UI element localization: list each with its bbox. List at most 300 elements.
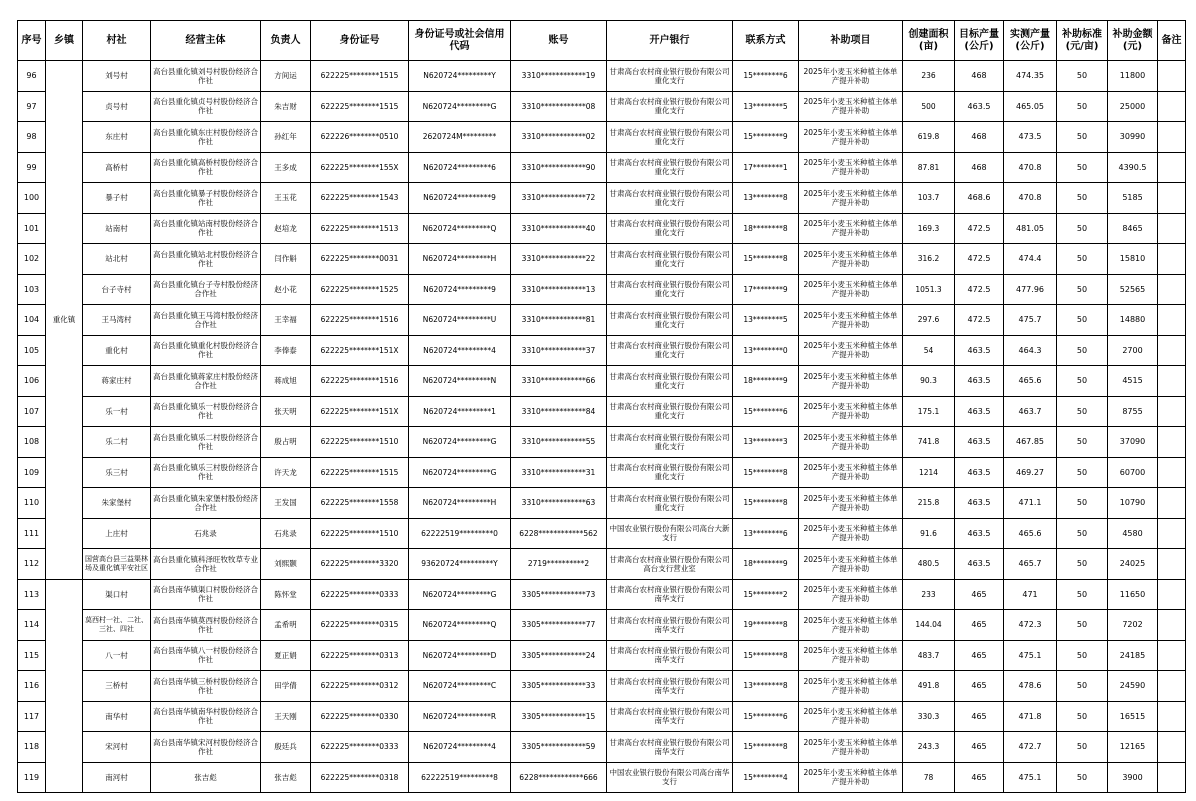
measured-yield-cell: 475.1 xyxy=(1004,640,1057,671)
phone-cell: 15********9 xyxy=(733,122,799,153)
bank-cell: 甘肃高台农村商业银行股份有限公司重化支行 xyxy=(607,91,733,122)
project-cell: 2025年小麦玉米种植主体单产提升补助 xyxy=(799,396,903,427)
measured-yield-cell: 470.8 xyxy=(1004,152,1057,183)
standard-cell: 50 xyxy=(1057,213,1108,244)
id-number-cell: 622225********0031 xyxy=(311,244,409,275)
target-yield-cell: 465 xyxy=(955,762,1004,793)
id-number-cell: 622225********1515 xyxy=(311,91,409,122)
entity-cell: 高台县重化镇朱家堡村股份经济合作社 xyxy=(151,488,261,519)
id-number-cell: 622225********1515 xyxy=(311,457,409,488)
credit-code-cell: 62222519*********8 xyxy=(409,762,511,793)
area-cell: 233 xyxy=(903,579,955,610)
amount-cell: 8465 xyxy=(1108,213,1158,244)
measured-yield-cell: 467.85 xyxy=(1004,427,1057,458)
credit-code-cell: N620724*********G xyxy=(409,457,511,488)
id-number-cell: 622225********1515 xyxy=(311,61,409,92)
account-cell: 3305************33 xyxy=(511,671,607,702)
project-cell: 2025年小麦玉米种植主体单产提升补助 xyxy=(799,518,903,549)
credit-code-cell: N620724*********4 xyxy=(409,732,511,763)
amount-cell: 3900 xyxy=(1108,762,1158,793)
standard-cell: 50 xyxy=(1057,274,1108,305)
remark-cell xyxy=(1158,274,1186,305)
person-cell: 刘熙颢 xyxy=(261,549,311,580)
amount-cell: 4580 xyxy=(1108,518,1158,549)
target-yield-cell: 463.5 xyxy=(955,457,1004,488)
area-cell: 215.8 xyxy=(903,488,955,519)
id-number-cell: 622226********0510 xyxy=(311,122,409,153)
credit-code-cell: N620724*********9 xyxy=(409,183,511,214)
target-yield-cell: 463.5 xyxy=(955,518,1004,549)
phone-cell: 13********5 xyxy=(733,305,799,336)
credit-code-cell: N620724*********G xyxy=(409,427,511,458)
phone-cell: 13********5 xyxy=(733,91,799,122)
project-cell: 2025年小麦玉米种植主体单产提升补助 xyxy=(799,579,903,610)
entity-cell: 高台县重化镇乐一村股份经济合作社 xyxy=(151,396,261,427)
credit-code-cell: N620724*********C xyxy=(409,671,511,702)
bank-cell: 甘肃高台农村商业银行股份有限公司南华支行 xyxy=(607,732,733,763)
remark-cell xyxy=(1158,610,1186,641)
table-row xyxy=(18,427,1186,458)
standard-cell: 50 xyxy=(1057,518,1108,549)
phone-cell: 18********9 xyxy=(733,549,799,580)
amount-cell: 12165 xyxy=(1108,732,1158,763)
area-cell: 90.3 xyxy=(903,366,955,397)
id-number-cell: 622225********1516 xyxy=(311,366,409,397)
id-number-cell: 622225********0312 xyxy=(311,671,409,702)
village-cell: 乐二村 xyxy=(83,427,151,458)
amount-cell: 30990 xyxy=(1108,122,1158,153)
standard-cell: 50 xyxy=(1057,579,1108,610)
row-number-cell: 118 xyxy=(18,732,46,763)
area-cell: 78 xyxy=(903,762,955,793)
phone-cell: 19********8 xyxy=(733,610,799,641)
column-header: 补助项目 xyxy=(799,21,903,61)
bank-cell: 甘肃高台农村商业银行股份有限公司重化支行 xyxy=(607,183,733,214)
town-cell: 重化镇 xyxy=(46,61,83,580)
target-yield-cell: 463.5 xyxy=(955,427,1004,458)
id-number-cell: 622225********155X xyxy=(311,152,409,183)
person-cell: 孟希明 xyxy=(261,610,311,641)
id-number-cell: 622225********151X xyxy=(311,396,409,427)
area-cell: 236 xyxy=(903,61,955,92)
measured-yield-cell: 478.6 xyxy=(1004,671,1057,702)
row-number-cell: 107 xyxy=(18,396,46,427)
standard-cell: 50 xyxy=(1057,396,1108,427)
id-number-cell: 622225********3320 xyxy=(311,549,409,580)
bank-cell: 甘肃高台农村商业银行股份有限公司重化支行 xyxy=(607,457,733,488)
measured-yield-cell: 465.6 xyxy=(1004,518,1057,549)
remark-cell xyxy=(1158,488,1186,519)
village-cell: 站南村 xyxy=(83,213,151,244)
column-header: 实测产量(公斤) xyxy=(1004,21,1057,61)
measured-yield-cell: 475.7 xyxy=(1004,305,1057,336)
project-cell: 2025年小麦玉米种植主体单产提升补助 xyxy=(799,305,903,336)
bank-cell: 中国农业银行股份有限公司高台南华支行 xyxy=(607,762,733,793)
measured-yield-cell: 471.8 xyxy=(1004,701,1057,732)
area-cell: 243.3 xyxy=(903,732,955,763)
standard-cell: 50 xyxy=(1057,457,1108,488)
target-yield-cell: 465 xyxy=(955,610,1004,641)
measured-yield-cell: 474.4 xyxy=(1004,244,1057,275)
bank-cell: 甘肃高台农村商业银行股份有限公司重化支行 xyxy=(607,213,733,244)
entity-cell: 高台县重化镇高桥村股份经济合作社 xyxy=(151,152,261,183)
standard-cell: 50 xyxy=(1057,427,1108,458)
bank-cell: 甘肃高台农村商业银行股份有限公司高台支行营业室 xyxy=(607,549,733,580)
entity-cell: 高台县南华镇八一村股份经济合作社 xyxy=(151,640,261,671)
remark-cell xyxy=(1158,152,1186,183)
amount-cell: 52565 xyxy=(1108,274,1158,305)
village-cell: 重化村 xyxy=(83,335,151,366)
village-cell: 乐一村 xyxy=(83,396,151,427)
person-cell: 殷廷兵 xyxy=(261,732,311,763)
row-number-cell: 111 xyxy=(18,518,46,549)
table-row xyxy=(18,305,1186,336)
remark-cell xyxy=(1158,183,1186,214)
phone-cell: 15********2 xyxy=(733,579,799,610)
phone-cell: 13********8 xyxy=(733,183,799,214)
account-cell: 6228************562 xyxy=(511,518,607,549)
table-row xyxy=(18,579,1186,610)
amount-cell: 8755 xyxy=(1108,396,1158,427)
remark-cell xyxy=(1158,122,1186,153)
area-cell: 91.6 xyxy=(903,518,955,549)
phone-cell: 18********9 xyxy=(733,366,799,397)
remark-cell xyxy=(1158,457,1186,488)
target-yield-cell: 472.5 xyxy=(955,305,1004,336)
table-row xyxy=(18,91,1186,122)
village-cell: 渠口村 xyxy=(83,579,151,610)
entity-cell: 高台县重化镇站南村股份经济合作社 xyxy=(151,213,261,244)
row-number-cell: 115 xyxy=(18,640,46,671)
credit-code-cell: 62222519*********0 xyxy=(409,518,511,549)
phone-cell: 15********6 xyxy=(733,701,799,732)
village-cell: 台子寺村 xyxy=(83,274,151,305)
standard-cell: 50 xyxy=(1057,366,1108,397)
standard-cell: 50 xyxy=(1057,244,1108,275)
row-number-cell: 100 xyxy=(18,183,46,214)
table-row xyxy=(18,274,1186,305)
credit-code-cell: N620724*********R xyxy=(409,701,511,732)
amount-cell: 7202 xyxy=(1108,610,1158,641)
account-cell: 3310************84 xyxy=(511,396,607,427)
village-cell: 国营高台县三益渠林场及重化镇平安社区 xyxy=(83,549,151,580)
account-cell: 6228************666 xyxy=(511,762,607,793)
account-cell: 3310************37 xyxy=(511,335,607,366)
id-number-cell: 622225********1558 xyxy=(311,488,409,519)
area-cell: 480.5 xyxy=(903,549,955,580)
area-cell: 619.8 xyxy=(903,122,955,153)
column-header: 身份证号或社会信用代码 xyxy=(409,21,511,61)
standard-cell: 50 xyxy=(1057,610,1108,641)
target-yield-cell: 468 xyxy=(955,152,1004,183)
person-cell: 闫作斛 xyxy=(261,244,311,275)
target-yield-cell: 472.5 xyxy=(955,244,1004,275)
column-header: 备注 xyxy=(1158,21,1186,61)
measured-yield-cell: 471 xyxy=(1004,579,1057,610)
area-cell: 483.7 xyxy=(903,640,955,671)
target-yield-cell: 468 xyxy=(955,122,1004,153)
column-header: 补助金额(元) xyxy=(1108,21,1158,61)
area-cell: 54 xyxy=(903,335,955,366)
area-cell: 175.1 xyxy=(903,396,955,427)
measured-yield-cell: 472.7 xyxy=(1004,732,1057,763)
account-cell: 3310************90 xyxy=(511,152,607,183)
amount-cell: 60700 xyxy=(1108,457,1158,488)
bank-cell: 中国农业银行股份有限公司高台大新支行 xyxy=(607,518,733,549)
account-cell: 3310************13 xyxy=(511,274,607,305)
measured-yield-cell: 474.35 xyxy=(1004,61,1057,92)
credit-code-cell: 93620724*********Y xyxy=(409,549,511,580)
table-row xyxy=(18,518,1186,549)
phone-cell: 15********8 xyxy=(733,640,799,671)
person-cell: 蒋成旭 xyxy=(261,366,311,397)
amount-cell: 37090 xyxy=(1108,427,1158,458)
credit-code-cell: 2620724M********* xyxy=(409,122,511,153)
target-yield-cell: 472.5 xyxy=(955,274,1004,305)
standard-cell: 50 xyxy=(1057,335,1108,366)
bank-cell: 甘肃高台农村商业银行股份有限公司重化支行 xyxy=(607,274,733,305)
measured-yield-cell: 463.7 xyxy=(1004,396,1057,427)
bank-cell: 甘肃高台农村商业银行股份有限公司重化支行 xyxy=(607,305,733,336)
entity-cell: 高台县重化镇东庄村股份经济合作社 xyxy=(151,122,261,153)
person-cell: 李俸泰 xyxy=(261,335,311,366)
target-yield-cell: 463.5 xyxy=(955,91,1004,122)
area-cell: 741.8 xyxy=(903,427,955,458)
table-row xyxy=(18,701,1186,732)
account-cell: 3310************72 xyxy=(511,183,607,214)
amount-cell: 14880 xyxy=(1108,305,1158,336)
credit-code-cell: N620724*********G xyxy=(409,91,511,122)
measured-yield-cell: 470.8 xyxy=(1004,183,1057,214)
phone-cell: 15********6 xyxy=(733,396,799,427)
project-cell: 2025年小麦玉米种植主体单产提升补助 xyxy=(799,457,903,488)
credit-code-cell: N620724*********G xyxy=(409,579,511,610)
project-cell: 2025年小麦玉米种植主体单产提升补助 xyxy=(799,61,903,92)
row-number-cell: 104 xyxy=(18,305,46,336)
column-header: 村社 xyxy=(83,21,151,61)
account-cell: 3305************73 xyxy=(511,579,607,610)
measured-yield-cell: 475.1 xyxy=(1004,762,1057,793)
area-cell: 491.8 xyxy=(903,671,955,702)
project-cell: 2025年小麦玉米种植主体单产提升补助 xyxy=(799,488,903,519)
phone-cell: 15********8 xyxy=(733,457,799,488)
entity-cell: 高台县重化镇重化村股份经济合作社 xyxy=(151,335,261,366)
account-cell: 3305************15 xyxy=(511,701,607,732)
target-yield-cell: 463.5 xyxy=(955,488,1004,519)
project-cell: 2025年小麦玉米种植主体单产提升补助 xyxy=(799,610,903,641)
project-cell: 2025年小麦玉米种植主体单产提升补助 xyxy=(799,122,903,153)
entity-cell: 高台县重化镇台子寺村股份经济合作社 xyxy=(151,274,261,305)
row-number-cell: 109 xyxy=(18,457,46,488)
bank-cell: 甘肃高台农村商业银行股份有限公司重化支行 xyxy=(607,396,733,427)
target-yield-cell: 465 xyxy=(955,671,1004,702)
row-number-cell: 114 xyxy=(18,610,46,641)
entity-cell: 高台县重化镇站北村股份经济合作社 xyxy=(151,244,261,275)
bank-cell: 甘肃高台农村商业银行股份有限公司重化支行 xyxy=(607,427,733,458)
standard-cell: 50 xyxy=(1057,732,1108,763)
person-cell: 张吉彪 xyxy=(261,762,311,793)
row-number-cell: 116 xyxy=(18,671,46,702)
account-cell: 3310************55 xyxy=(511,427,607,458)
bank-cell: 甘肃高台农村商业银行股份有限公司南华支行 xyxy=(607,579,733,610)
entity-cell: 高台县重化镇刘号村股份经济合作社 xyxy=(151,61,261,92)
entity-cell: 高台县南华镇三桥村股份经济合作社 xyxy=(151,671,261,702)
person-cell: 夏正娟 xyxy=(261,640,311,671)
phone-cell: 18********8 xyxy=(733,213,799,244)
project-cell: 2025年小麦玉米种植主体单产提升补助 xyxy=(799,366,903,397)
remark-cell xyxy=(1158,579,1186,610)
entity-cell: 高台县南华镇南华村股份经济合作社 xyxy=(151,701,261,732)
project-cell: 2025年小麦玉米种植主体单产提升补助 xyxy=(799,183,903,214)
area-cell: 169.3 xyxy=(903,213,955,244)
id-number-cell: 622225********151X xyxy=(311,335,409,366)
phone-cell: 15********8 xyxy=(733,488,799,519)
account-cell: 3310************19 xyxy=(511,61,607,92)
account-cell: 3310************08 xyxy=(511,91,607,122)
column-header: 身份证号 xyxy=(311,21,409,61)
credit-code-cell: N620724*********N xyxy=(409,366,511,397)
table-row xyxy=(18,183,1186,214)
person-cell: 许天龙 xyxy=(261,457,311,488)
village-cell: 南河村 xyxy=(83,762,151,793)
row-number-cell: 101 xyxy=(18,213,46,244)
standard-cell: 50 xyxy=(1057,61,1108,92)
table-row xyxy=(18,396,1186,427)
phone-cell: 17********1 xyxy=(733,152,799,183)
row-number-cell: 112 xyxy=(18,549,46,580)
area-cell: 330.3 xyxy=(903,701,955,732)
measured-yield-cell: 464.3 xyxy=(1004,335,1057,366)
remark-cell xyxy=(1158,701,1186,732)
remark-cell xyxy=(1158,366,1186,397)
remark-cell xyxy=(1158,549,1186,580)
credit-code-cell: N620724*********Q xyxy=(409,213,511,244)
village-cell: 莫西村一社、二社、三社、四社 xyxy=(83,610,151,641)
account-cell: 3305************77 xyxy=(511,610,607,641)
project-cell: 2025年小麦玉米种植主体单产提升补助 xyxy=(799,549,903,580)
entity-cell: 高台县南华镇宋河村股份经济合作社 xyxy=(151,732,261,763)
entity-cell: 高台县南华镇莫西村股份经济合作社 xyxy=(151,610,261,641)
project-cell: 2025年小麦玉米种植主体单产提升补助 xyxy=(799,762,903,793)
amount-cell: 11650 xyxy=(1108,579,1158,610)
credit-code-cell: N620724*********6 xyxy=(409,152,511,183)
column-header: 负责人 xyxy=(261,21,311,61)
entity-cell: 石兆录 xyxy=(151,518,261,549)
entity-cell: 高台县重化镇贞号村股份经济合作社 xyxy=(151,91,261,122)
remark-cell xyxy=(1158,762,1186,793)
target-yield-cell: 463.5 xyxy=(955,335,1004,366)
entity-cell: 高台县重化镇乐二村股份经济合作社 xyxy=(151,427,261,458)
amount-cell: 10790 xyxy=(1108,488,1158,519)
table-row xyxy=(18,762,1186,793)
row-number-cell: 96 xyxy=(18,61,46,92)
person-cell: 王多成 xyxy=(261,152,311,183)
standard-cell: 50 xyxy=(1057,762,1108,793)
person-cell: 赵培龙 xyxy=(261,213,311,244)
entity-cell: 高台县重化镇王马湾村股份经济合作社 xyxy=(151,305,261,336)
village-cell: 贞号村 xyxy=(83,91,151,122)
amount-cell: 24025 xyxy=(1108,549,1158,580)
bank-cell: 甘肃高台农村商业银行股份有限公司重化支行 xyxy=(607,366,733,397)
row-number-cell: 110 xyxy=(18,488,46,519)
phone-cell: 15********6 xyxy=(733,61,799,92)
target-yield-cell: 468 xyxy=(955,61,1004,92)
village-cell: 刘号村 xyxy=(83,61,151,92)
village-cell: 三桥村 xyxy=(83,671,151,702)
village-cell: 八一村 xyxy=(83,640,151,671)
bank-cell: 甘肃高台农村商业银行股份有限公司重化支行 xyxy=(607,488,733,519)
remark-cell xyxy=(1158,732,1186,763)
id-number-cell: 622225********0313 xyxy=(311,640,409,671)
project-cell: 2025年小麦玉米种植主体单产提升补助 xyxy=(799,91,903,122)
target-yield-cell: 465 xyxy=(955,579,1004,610)
remark-cell xyxy=(1158,671,1186,702)
person-cell: 王天刚 xyxy=(261,701,311,732)
remark-cell xyxy=(1158,427,1186,458)
account-cell: 2719**********2 xyxy=(511,549,607,580)
amount-cell: 25000 xyxy=(1108,91,1158,122)
bank-cell: 甘肃高台农村商业银行股份有限公司重化支行 xyxy=(607,122,733,153)
id-number-cell: 622225********0330 xyxy=(311,701,409,732)
project-cell: 2025年小麦玉米种植主体单产提升补助 xyxy=(799,640,903,671)
credit-code-cell: N620724*********H xyxy=(409,244,511,275)
person-cell: 田学倩 xyxy=(261,671,311,702)
measured-yield-cell: 473.5 xyxy=(1004,122,1057,153)
column-header: 账号 xyxy=(511,21,607,61)
subsidy-table xyxy=(17,20,1186,793)
table-row xyxy=(18,152,1186,183)
row-number-cell: 98 xyxy=(18,122,46,153)
account-cell: 3310************66 xyxy=(511,366,607,397)
bank-cell: 甘肃高台农村商业银行股份有限公司重化支行 xyxy=(607,335,733,366)
header-row xyxy=(18,21,1186,61)
person-cell: 王玉花 xyxy=(261,183,311,214)
standard-cell: 50 xyxy=(1057,488,1108,519)
project-cell: 2025年小麦玉米种植主体单产提升补助 xyxy=(799,274,903,305)
target-yield-cell: 468.6 xyxy=(955,183,1004,214)
row-number-cell: 99 xyxy=(18,152,46,183)
bank-cell: 甘肃高台农村商业银行股份有限公司南华支行 xyxy=(607,610,733,641)
measured-yield-cell: 477.96 xyxy=(1004,274,1057,305)
bank-cell: 甘肃高台农村商业银行股份有限公司重化支行 xyxy=(607,244,733,275)
remark-cell xyxy=(1158,244,1186,275)
target-yield-cell: 465 xyxy=(955,732,1004,763)
amount-cell: 24590 xyxy=(1108,671,1158,702)
amount-cell: 4515 xyxy=(1108,366,1158,397)
village-cell: 高桥村 xyxy=(83,152,151,183)
area-cell: 297.6 xyxy=(903,305,955,336)
entity-cell: 高台县重化镇科泽旺牧牧草专业合作社 xyxy=(151,549,261,580)
subsidy-table-sheet xyxy=(17,20,1186,793)
table-row xyxy=(18,488,1186,519)
phone-cell: 17********9 xyxy=(733,274,799,305)
person-cell: 孙红年 xyxy=(261,122,311,153)
account-cell: 3305************24 xyxy=(511,640,607,671)
town-cell xyxy=(46,579,83,793)
amount-cell: 11800 xyxy=(1108,61,1158,92)
village-cell: 乐三村 xyxy=(83,457,151,488)
entity-cell: 张吉彪 xyxy=(151,762,261,793)
area-cell: 87.81 xyxy=(903,152,955,183)
village-cell: 东庄村 xyxy=(83,122,151,153)
row-number-cell: 106 xyxy=(18,366,46,397)
id-number-cell: 622225********1510 xyxy=(311,427,409,458)
row-number-cell: 113 xyxy=(18,579,46,610)
phone-cell: 15********8 xyxy=(733,244,799,275)
account-cell: 3310************81 xyxy=(511,305,607,336)
village-cell: 王马湾村 xyxy=(83,305,151,336)
remark-cell xyxy=(1158,518,1186,549)
